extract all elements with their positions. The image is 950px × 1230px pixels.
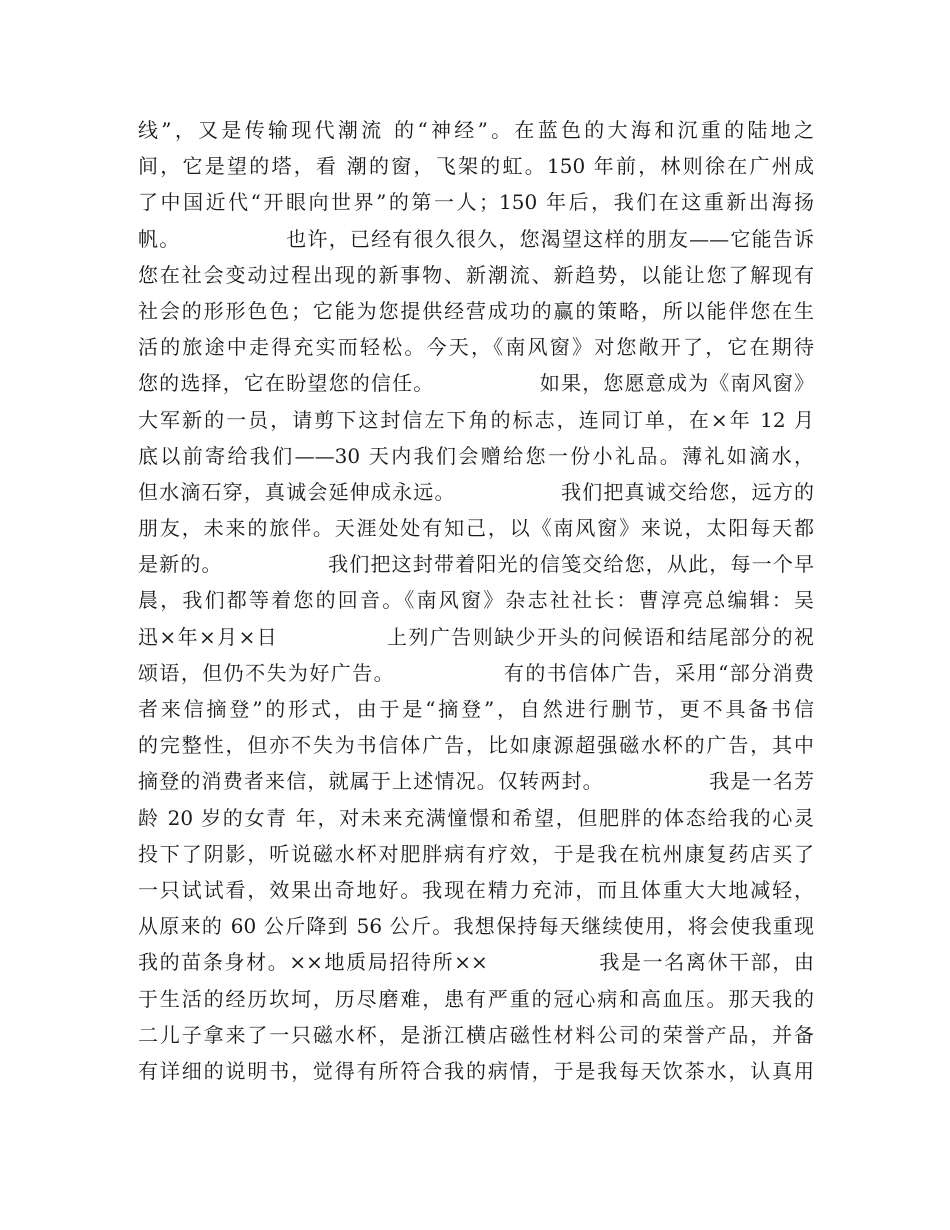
text-line: 一只试试看，效果出奇地好。我现在精力充沛，而且体重大大地减轻， bbox=[138, 877, 814, 902]
text-line: 帆。 也许，已经有很久很久，您渴望这样的朋友——它能告诉 bbox=[138, 226, 814, 251]
text-line: 从原来的 60 公斤降到 56 公斤。我想保持每天继续使用，将会使我重现 bbox=[138, 914, 814, 939]
text-line: 我的苗条身材。××地质局招待所×× 我是一名离休干部，由 bbox=[138, 950, 814, 975]
text-line: 了中国近代“开眼向世界”的第一人；150 年后，我们在这重新出海扬 bbox=[138, 190, 814, 215]
text-line: 颂语，但仍不失为好广告。 有的书信体广告，采用“部分消费 bbox=[138, 660, 814, 685]
text-line: 迅×年×月×日 上列广告则缺少开头的问候语和结尾部分的祝 bbox=[138, 624, 814, 649]
text-line: 大军新的一员，请剪下这封信左下角的标志，连同订单，在×年 12 月 bbox=[138, 407, 814, 432]
text-line: 有详细的说明书，觉得有所符合我的病情，于是我每天饮茶水，认真用 bbox=[138, 1058, 814, 1083]
text-line: 是新的。 我们把这封带着阳光的信笺交给您，从此，每一个早 bbox=[138, 552, 814, 577]
text-line: 的完整性，但亦不失为书信体广告，比如康源超强磁水杯的广告，其中 bbox=[138, 733, 814, 758]
text-line: 于生活的经历坎坷，历尽磨难，患有严重的冠心病和高血压。那天我的 bbox=[138, 986, 814, 1011]
text-line: 龄 20 岁的女青 年，对未来充满憧憬和希望，但肥胖的体态给我的心灵 bbox=[138, 805, 814, 830]
text-line: 间，它是望的塔，看 潮的窗，飞架的虹。150 年前，林则徐在广州成 bbox=[138, 154, 814, 179]
text-line: 您的选择，它在盼望您的信任。 如果，您愿意成为《南风窗》 bbox=[138, 371, 814, 396]
body-text bbox=[138, 112, 814, 1089]
text-line: 投下了阴影，听说磁水杯对肥胖病有疗效，于是我在杭州康复药店买了 bbox=[138, 841, 814, 866]
text-line: 底以前寄给我们——30 天内我们会赠给您一份小礼品。薄礼如滴水， bbox=[138, 443, 814, 468]
text-line: 晨，我们都等着您的回音。《南风窗》杂志社社长：曹淳亮总编辑：吴 bbox=[138, 588, 814, 613]
text-line: 摘登的消费者来信，就属于上述情况。仅转两封。 我是一名芳 bbox=[138, 769, 814, 794]
text-line: 者来信摘登”的形式，由于是“摘登”，自然进行删节，更不具备书信 bbox=[138, 697, 814, 721]
text-line: 活的旅途中走得充实而轻松。今天，《南风窗》对您敞开了，它在期待 bbox=[138, 335, 814, 360]
text-line: 社会的形形色色；它能为您提供经营成功的赢的策略，所以能伴您在生 bbox=[138, 298, 814, 323]
text-line: 线”，又是传输现代潮流 的“神经”。在蓝色的大海和沉重的陆地之 bbox=[138, 118, 814, 142]
text-line: 二儿子拿来了一只磁水杯，是浙江横店磁性材料公司的荣誉产品，并备 bbox=[138, 1022, 814, 1047]
text-line: 朋友，未来的旅伴。天涯处处有知己，以《南风窗》来说，太阳每天都 bbox=[138, 516, 814, 541]
text-line: 但水滴石穿，真诚会延伸成永远。 我们把真诚交给您，远方的 bbox=[138, 479, 814, 504]
text-line: 您在社会变动过程出现的新事物、新潮流、新趋势，以能让您了解现有 bbox=[138, 262, 814, 287]
